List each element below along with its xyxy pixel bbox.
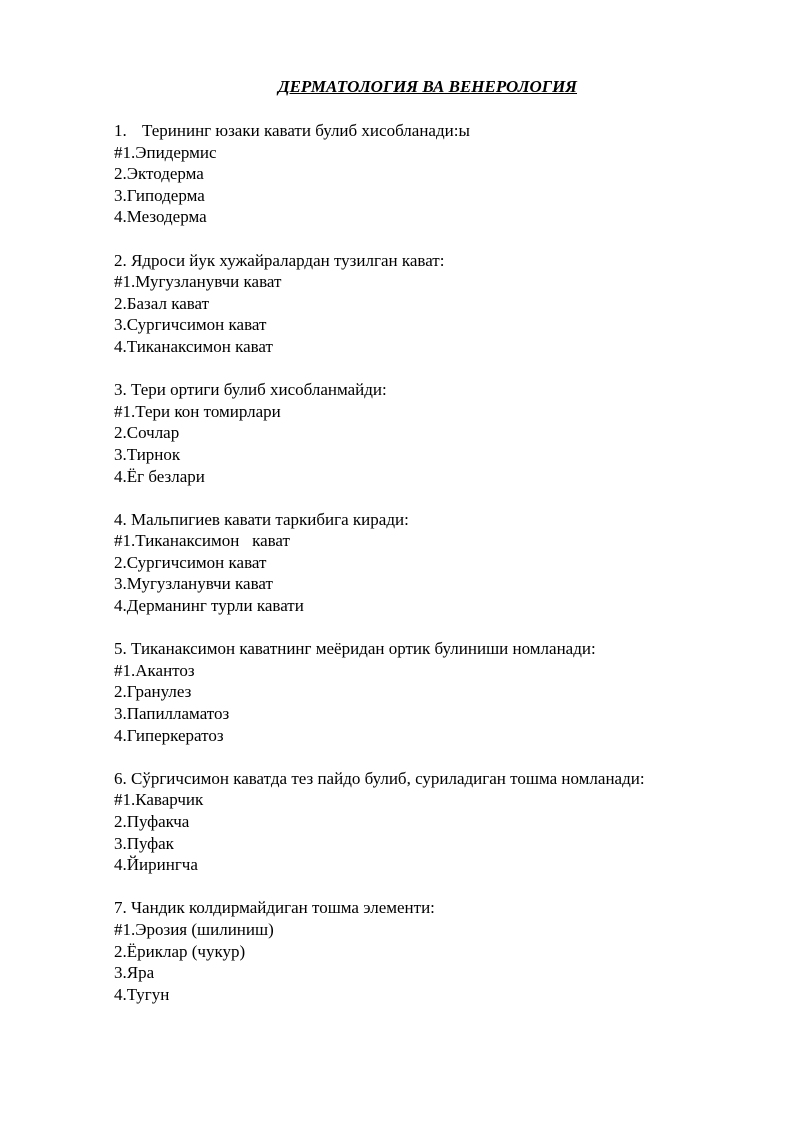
answer-option: 3.Сургичсимон кават (114, 315, 267, 335)
answer-option: #1.Эпидермис (114, 142, 217, 162)
answer-option: 4.Ёг безлари (114, 466, 205, 486)
answer-option: #1.Тиканаксимон кават (114, 531, 290, 551)
answer-option: 2.Базал кават (114, 293, 210, 313)
question-2 (114, 250, 754, 358)
question-text (114, 120, 754, 142)
answer-option: 4.Тиканаксимон кават (114, 336, 273, 356)
answer-option: 4.Мезодерма (114, 207, 207, 227)
question-5 (114, 638, 754, 746)
question-3 (114, 379, 754, 487)
answer-option: 2.Пуфакча (114, 812, 190, 831)
question-list (114, 120, 754, 1027)
question-1 (114, 120, 754, 228)
question-text: 4. Мальпигиев кавати таркибига киради: (114, 509, 409, 529)
question-text: 2. Ядроси йук хужайралардан тузилган кават: (114, 250, 445, 270)
answer-option: 4.Йирингча (114, 855, 198, 875)
answer-option: 3.Мугузланувчи кават (114, 574, 273, 594)
answer-option: 4.Дерманинг турли кавати (114, 596, 304, 616)
answer-option: 2.Эктодерма (114, 164, 204, 184)
answer-option: #1.Каварчик (114, 790, 204, 810)
answer-option: 3.Гиподерма (114, 185, 205, 205)
page-title: ДЕРМАТОЛОГИЯ ВА ВЕНЕРОЛОГИЯ (277, 77, 578, 96)
answer-option: 3.Тирнок (114, 444, 181, 464)
question-text: 3. Тери ортиги булиб хисобланмайди: (114, 380, 387, 400)
question-number: 1. (114, 121, 127, 140)
question-text: 6. Сўргичсимон каватда тез пайдо булиб, суриладиган тошма номланади: (114, 768, 645, 788)
question-7 (114, 897, 754, 1005)
question-4 (114, 509, 754, 617)
answer-option: 2.Сочлар (114, 423, 180, 443)
question-label: Терининг юзаки кавати булиб хисобланади:ы (142, 121, 470, 140)
answer-option: 4.Гиперкератоз (114, 725, 224, 745)
question-6 (114, 768, 754, 876)
answer-option: 4.Тугун (114, 984, 170, 1004)
answer-option: #1.Эрозия (шилиниш) (114, 919, 274, 939)
answer-option: 3.Яра (114, 963, 155, 983)
question-text: 5. Тиканаксимон каватнинг меёридан ортик булиниши номланади: (114, 639, 596, 659)
answer-option: #1.Тери кон томирлари (114, 401, 281, 421)
answer-option: #1.Акантоз (114, 660, 195, 680)
answer-option: 3.Папилламатоз (114, 704, 230, 724)
question-text: 7. Чандик колдирмайдиган тошма элементи: (114, 898, 435, 918)
answer-option: 2.Сургичсимон кават (114, 552, 267, 572)
answer-option: 2.Гранулез (114, 682, 192, 702)
answer-option: #1.Мугузланувчи кават (114, 272, 282, 292)
answer-option: 3.Пуфак (114, 833, 174, 853)
answer-option: 2.Ёриклар (чукур) (114, 941, 246, 961)
